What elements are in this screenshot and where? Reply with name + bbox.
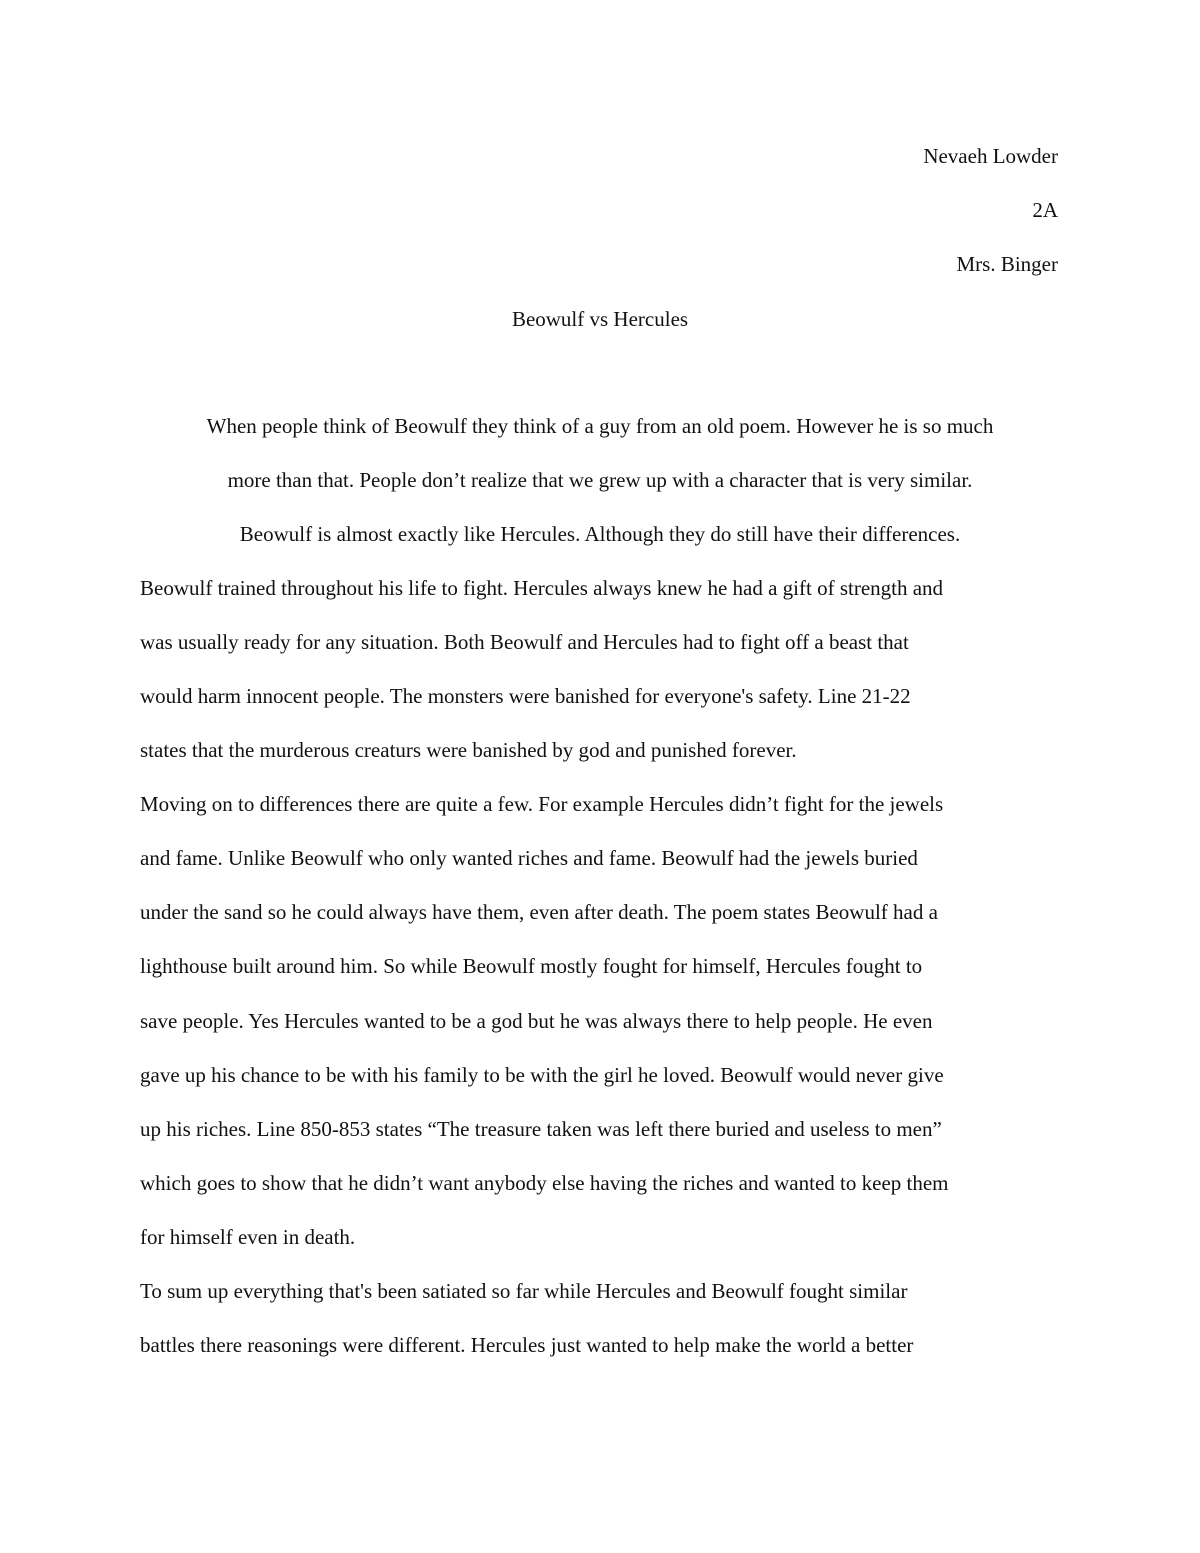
teacher-name: Mrs. Binger bbox=[956, 252, 1058, 276]
body-line-5: was usually ready for any situation. Both Beowulf and Hercules had to fight off a beast that bbox=[140, 630, 909, 654]
body-line-2: more than that. People don’t realize that we grew up with a character that is very similar. bbox=[227, 468, 973, 492]
author-name: Nevaeh Lowder bbox=[923, 144, 1058, 168]
class-period: 2A bbox=[1032, 198, 1058, 222]
body-line-15: which goes to show that he didn’t want anybody else having the riches and wanted to keep them bbox=[140, 1171, 949, 1195]
body-line-18: battles there reasonings were different. Hercules just wanted to help make the world a better bbox=[140, 1333, 914, 1357]
body-line-1: When people think of Beowulf they think of a guy from an old poem. However he is so much bbox=[206, 414, 994, 438]
body-line-4: Beowulf trained throughout his life to fight. Hercules always knew he had a gift of strength and bbox=[140, 576, 944, 600]
body-line-9: and fame. Unlike Beowulf who only wanted riches and fame. Beowulf had the jewels buried bbox=[140, 846, 918, 870]
body-line-11: lighthouse built around him. So while Beowulf mostly fought for himself, Hercules fought to bbox=[140, 954, 923, 978]
body-line-3: Beowulf is almost exactly like Hercules. Although they do still have their differences. bbox=[239, 522, 961, 546]
body-line-14: up his riches. Line 850-853 states “The treasure taken was left there buried and useless to men” bbox=[140, 1117, 942, 1141]
body-line-17: To sum up everything that's been satiated so far while Hercules and Beowulf fought similar bbox=[140, 1279, 908, 1303]
body-line-6: would harm innocent people. The monsters were banished for everyone's safety. Line 21-22 bbox=[140, 684, 911, 708]
body-line-10: under the sand so he could always have them, even after death. The poem states Beowulf had a bbox=[140, 900, 938, 924]
body-line-7: states that the murderous creaturs were banished by god and punished forever. bbox=[140, 738, 797, 762]
body-line-12: save people. Yes Hercules wanted to be a god but he was always there to help people. He even bbox=[140, 1009, 933, 1033]
body-line-13: gave up his chance to be with his family to be with the girl he loved. Beowulf would never give bbox=[140, 1063, 944, 1087]
body-line-8: Moving on to differences there are quite a few. For example Hercules didn’t fight for the jewels bbox=[140, 792, 944, 816]
essay-title: Beowulf vs Hercules bbox=[511, 307, 689, 331]
body-line-16: for himself even in death. bbox=[140, 1225, 356, 1249]
